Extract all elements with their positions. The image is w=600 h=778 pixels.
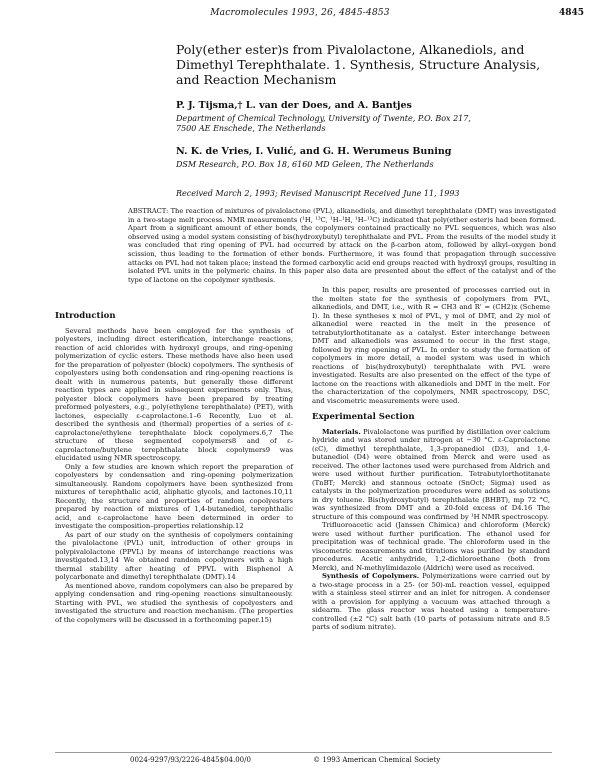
copyright-notice: © 1993 American Chemical Society bbox=[313, 756, 441, 764]
author-list-2: N. K. de Vries, I. Vulić, and G. H. Werumeus Buning bbox=[176, 146, 452, 157]
materials-paragraph bbox=[312, 428, 550, 522]
intro-paragraph: Only a few studies are known which report the preparation of copolyesters by condensation and ring-opening polymerization simultaneously. Random copolymers have been synthesized from mixtures of terephthalic acid, aliphatic glycols, and lactones.10,11 Recently, the structure and properties of random copolyesters prepared by reaction of mixtures of 1,4-butanediol, terephthalic acid, and ε-caprolactone have been determined in order to investigate the composition–properties relationship.12 bbox=[55, 462, 293, 530]
page-number: 4845 bbox=[558, 8, 584, 18]
intro-paragraph: As part of our study on the synthesis of copolymers containing the pivalolactone (PVL) unit, introduction of other groups in polypivalolactone (PPVL) by means of interchange reactions was investigated.13,14 We obtained random copolymers with a high thermal stability after heating of PPVL with Bisphenol A polycarbonate and dimethyl terephthalate (DMT).14 bbox=[55, 530, 293, 581]
affiliation-1-line-1: Department of Chemical Technology, University of Twente, P.O. Box 217, bbox=[176, 114, 471, 123]
synthesis-text: Polymerizations were carried out by a two-stage process in a 25- (or 50)-mL reaction vessel, equipped with a stainless steel stirrer and an inlet for nitrogen. A condenser with a provision for applying a vacuum was attached through a sidearm. The glass reactor was heated using a temperature-controlled (±2 °C) salt bath (10 parts of potassium nitrate and 8.5 parts of sodium nitrate). bbox=[312, 572, 550, 631]
received-dates: Received March 2, 1993; Revised Manuscript Received June 11, 1993 bbox=[176, 189, 460, 198]
materials-run-in-head: Materials. bbox=[322, 427, 361, 436]
footer bbox=[130, 756, 440, 764]
affiliation-2: DSM Research, P.O. Box 18, 6160 MD Geleen, The Netherlands bbox=[176, 160, 434, 169]
footer-divider bbox=[55, 752, 552, 753]
author-list-1: P. J. Tijsma,† L. van der Does, and A. Bantjes bbox=[176, 100, 412, 111]
affiliation-1-line-2: 7500 AE Enschede, The Netherlands bbox=[176, 124, 326, 133]
materials-text: Pivalolactone was purified by distillation over calcium hydride and was stored under nitrogen at −30 °C. ε-Caprolactone (εC), dimethyl terephthalate, 1,3-propanediol (D3), and 1,4-butanediol (D4) were obtained from Merck and were used as received. The other lactones used were purchased from Aldrich and were used without further purification. Tetrabutylorthotitanate (TnBT; Merck) and stannous octoate (SnOct; Sigma) used as catalysts in the polymerization procedures were added as solutions in dry toluene. Bis(hydroxybutyl) terephthalate (BHBT), mp 72 °C, was synthesized from DMT and a 20-fold excess of D4.16 The structure of this compound was confirmed by ¹H NMR spectroscopy. bbox=[312, 427, 550, 521]
abstract-text: The reaction of mixtures of pivalolactone (PVL), alkanediols, and dimethyl terephthalate (DMT) was investigated in a two-stage melt process. NMR measurements (¹H, ¹³C, ¹H–¹H, ¹H–¹³C) indicated that poly(ether ester)s had been formed. Apart from a significant amount of ether bonds, the copolymers contained practically no PVL sequences, which was also observed using a model system consisting of bis(hydroxybutyl) terephthalate and PVL. From the results of the model study it was concluded that ring opening of PVL had occurred by attack on the β-carbon atom, followed by alkyl–oxygen bond scission, thus leading to the formation of ether bonds. Furthermore, it was found that propagation through successive attacks on PVL had not taken place; instead the formed carboxylic acid end groups reacted with hydroxyl groups, resulting in isolated PVL units in the polymeric chains. In this paper also data are presented about the effect of the catalyst and of the type of lactone on the copolymer synthesis. bbox=[128, 207, 556, 284]
section-heading-introduction: Introduction bbox=[55, 311, 116, 321]
journal-header: Macromolecules 1993, 26, 4845-4853 bbox=[210, 8, 390, 18]
abstract bbox=[128, 207, 556, 284]
synthesis-paragraph bbox=[312, 572, 550, 632]
materials-paragraph: Trifluoroacetic acid (Janssen Chimica) and chloroform (Merck) were used without further purification. The ethanol used for precipitation was of technical grade. The chloroform used in the viscometric measurements and titrations was purified by standard procedures. Acetic anhydride, 1,2-dichloroethane (both from Merck), and N-methylimidazole (Aldrich) were used as received. bbox=[312, 521, 550, 572]
intro-paragraph: Several methods have been employed for the synthesis of polyesters, including direct esterification, interchange reactions, reaction of acid chlorides with hydroxyl groups, and ring-opening polymerization of cyclic esters. These methods have also been used for the preparation of polyester (block) copolymers. The synthesis of copolyesters using both condensation and ring-opening reactions is dealt with in numerous patents, but generally these different reaction types are applied in subsequent experiments only. Thus, polyester block copolymers have been prepared by treating preformed polyesters, e.g., poly(ethylene terephthalate) (PET), with lactones, especially ε-caprolactone.1–6 Recently, Luo et al. described the synthesis and (thermal) properties of a series of ε-caprolactone/ethylene terephthalate block copolymers.6,7 The structure of these segmented copolymers8 and of ε-caprolactone/butylene terephthalate block copolymers9 was elucidated using NMR spectroscopy. bbox=[55, 326, 293, 462]
synthesis-run-in-head: Synthesis of Copolymers. bbox=[322, 572, 420, 580]
intro-paragraph: In this paper, results are presented of processes carried out in the molten state for the synthesis of copolymers from PVL, alkanediols, and DMT, i.e., with R = CH3 and R' = (CH2)x (Scheme I). In these syntheses x mol of PVL, y mol of DMT, and 2y mol of alkanediol were reacted in the melt in the presence of tetrabutylorthotitanate as a catalyst. Ester interchange between DMT and alkanediols was assumed to occur in the first stage, followed by ring opening of PVL. In order to study the formation of copolymers in more detail, a model system was used in which reactions of bis(hydroxybutyl) terephthalate with PVL were investigated. Results are also presented on the effect of the type of lactone on the reactions with alkanediols and DMT in the melt. For the characterization of the copolymers, NMR spectroscopy, DSC, and viscometric measurements were used. bbox=[312, 286, 550, 405]
article-code: 0024-9297/93/2226-4845$04.00/0 bbox=[130, 756, 251, 764]
abstract-label: ABSTRACT: bbox=[128, 207, 169, 215]
intro-paragraph: As mentioned above, random copolymers can also be prepared by applying condensation and ring-opening reactions simultaneously. Starting with PVL, we studied the synthesis of copolyesters and investigated the structure and reaction mechanism. (The properties of the copolymers will be discussed in a forthcoming paper.15) bbox=[55, 581, 293, 624]
left-column bbox=[55, 312, 293, 624]
paper-title: Poly(ether ester)s from Pivalolactone, Alkanediols, and Dimethyl Terephthalate. 1. Synthesis, Structure Analysis, and Reaction Mechanism bbox=[176, 42, 541, 87]
right-column bbox=[312, 286, 550, 632]
section-heading-experimental: Experimental Section bbox=[312, 412, 415, 422]
